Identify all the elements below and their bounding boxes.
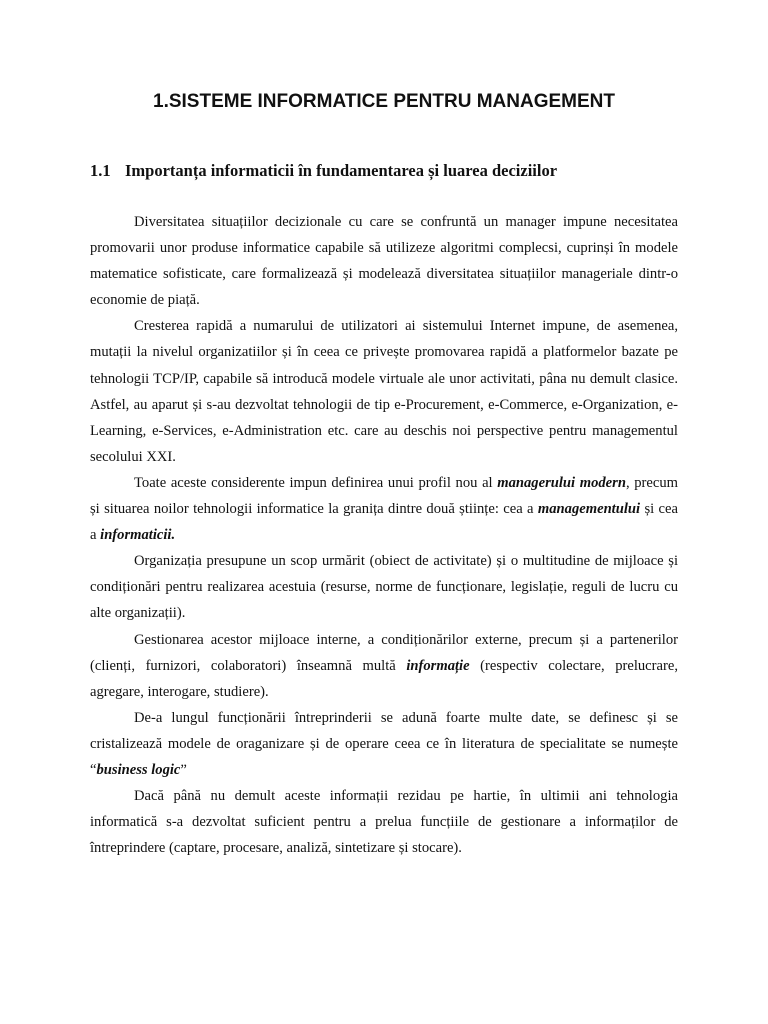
paragraph-text: și cea a <box>90 501 678 544</box>
paragraph-text: (respectiv colectare, prelucrare, agregare, interogare, studiere). <box>90 657 678 700</box>
paragraph <box>90 548 678 626</box>
paragraph <box>90 470 678 548</box>
paragraph-text: Toate aceste considerente impun definirea unui profil nou al <box>134 474 498 491</box>
paragraph <box>90 783 678 861</box>
section-title: Importanța informaticii în fundamentarea și luarea deciziilor <box>125 161 558 180</box>
paragraph-text: Dacă până nu demult aceste informații rezidau pe hartie, în ultimii ani tehnologia informatică s-a dezvoltat suficient pentru a prelua funcțiile de gestionare a informaților de întreprindere (captare, procesare, analiză, sintetizare și stocare). <box>90 788 678 857</box>
paragraph-text: Gestionarea acestor mijloace interne, a condiționărilor externe, precum și a partenerilor (clienți, furnizori, colaboratori) înseamnă multă <box>90 631 678 674</box>
emphasized-term: informaticii. <box>100 527 176 544</box>
document-title: 1.SISTEME INFORMATICE PENTRU MANAGEMENT <box>153 91 615 112</box>
paragraph <box>90 313 678 470</box>
paragraph-text: ” <box>180 761 187 778</box>
emphasized-term: business logic <box>96 761 181 778</box>
paragraph-text: Organizația presupune un scop urmărit (obiect de activitate) și o multitudine de mijloace și condiționări pentru realizarea acestuia (resurse, norme de funcționare, legislație, reguli de lucru cu alte organizații). <box>90 553 678 622</box>
emphasized-term: informație <box>406 657 470 674</box>
paragraph-text: De-a lungul funcționării întreprinderii se adună foarte multe date, se definesc și se cristalizează modele de oraganizare și de operare ceea ce în literatura de specialitate se numește “ <box>90 709 678 778</box>
paragraph-text: Diversitatea situațiilor decizionale cu care se confruntă un manager impune necesitatea promovarii unor produse informatice capabile să utilizeze algoritmi complecsi, cuprinși în modele matematice sofisticate, care formalizează și modelează diversitatea situațiilor manageriale dintr-o economie de piață. <box>90 214 678 309</box>
paragraph <box>90 705 678 783</box>
paragraph-text: Cresterea rapidă a numarului de utilizatori ai sistemului Internet impune, de asemenea, mutații la nivelul organizatiilor și în ceea ce privește promovarea rapidă a platformelor bazate pe tehnologii TCP/IP, capabile să introducă modele virtuale ale unor activitati, pâna nu demult clasice. Astfel, au aparut și s-au dezvoltat tehnologii de tip e-Procurement, e-Commerce, e-Organization, e-Learning, e-Services, e-Administration etc. care au deschis noi perspective pentru managementul secolului XXI. <box>90 318 678 465</box>
emphasized-term: managementului <box>537 501 641 518</box>
section-heading <box>90 159 557 183</box>
paragraph <box>90 627 678 705</box>
paragraph <box>90 209 678 313</box>
paragraph-text: , precum și situarea noilor tehnologii informatice la granița dintre două științe: cea a <box>90 474 678 518</box>
emphasized-term: managerului modern <box>497 474 626 491</box>
body-text <box>90 209 678 861</box>
section-number: 1.1 <box>90 161 111 180</box>
